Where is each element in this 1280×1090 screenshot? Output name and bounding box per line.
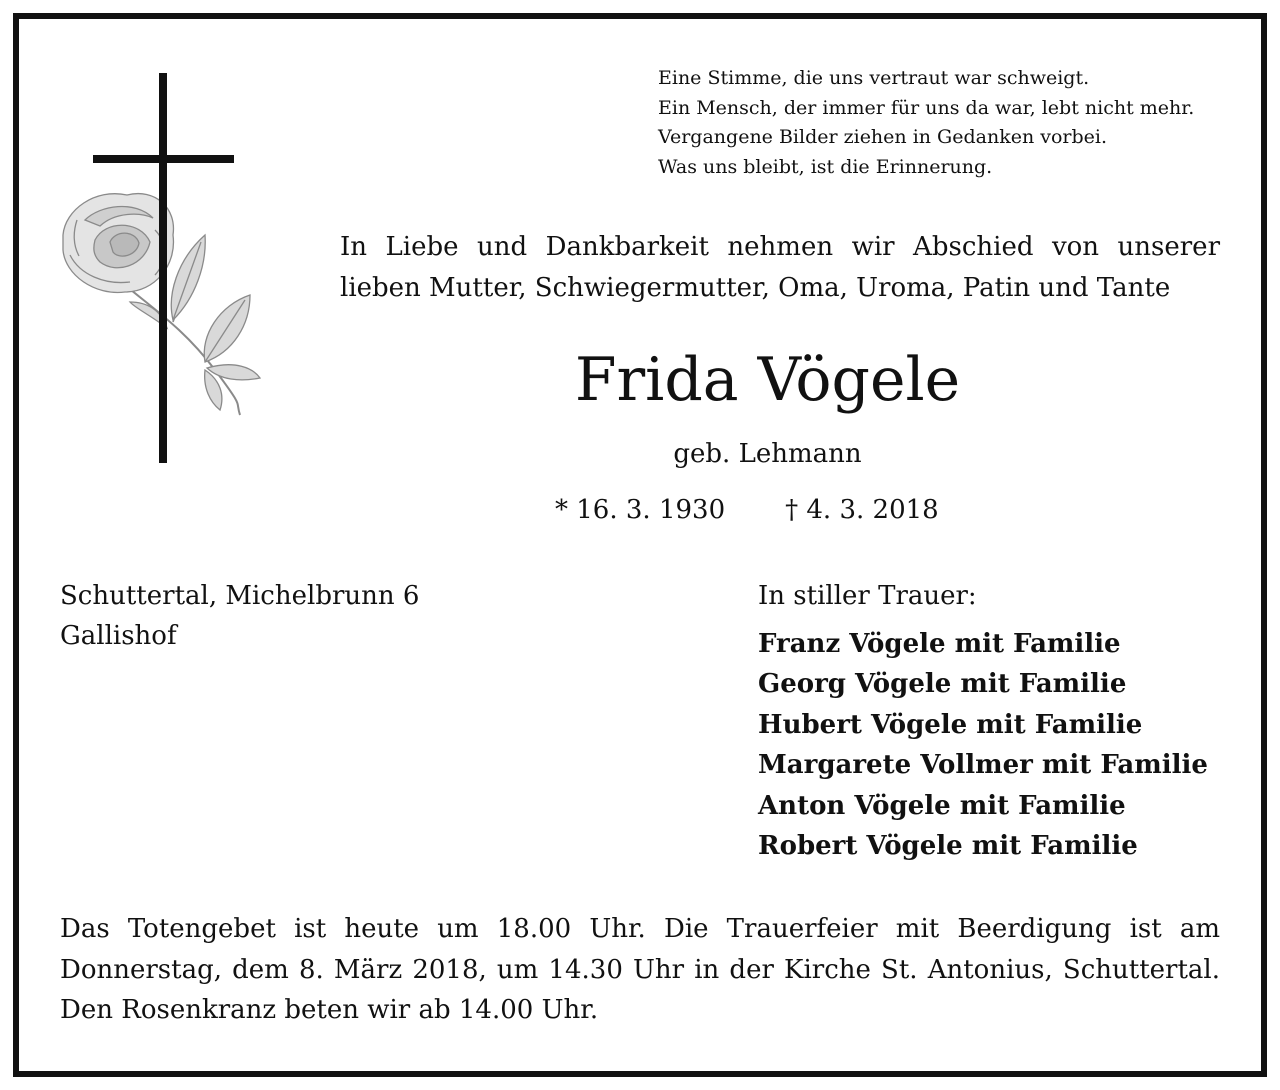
poem-line: Ein Mensch, der immer für uns da war, lebt nicht mehr. — [658, 96, 1195, 119]
death-date: † 4. 3. 2018 — [785, 495, 939, 525]
farewell-line: In Liebe und Dankbarkeit nehmen wir Abschied von unserer — [340, 232, 1220, 262]
cross-and-rose-emblem — [55, 70, 270, 470]
mourner-family: Hubert Vögele mit Familie — [758, 709, 1143, 740]
poem-line: Was uns bleibt, ist die Erinnerung. — [658, 155, 993, 178]
mourners-list — [758, 576, 1208, 866]
poem-line: Vergangene Bilder ziehen in Gedanken vorbei. — [658, 126, 1108, 148]
life-dates — [555, 492, 939, 528]
address-line: Gallishof — [60, 621, 177, 651]
mourner-family: Anton Vögele mit Familie — [758, 790, 1126, 821]
address-line: Schuttertal, Michelbrunn 6 — [60, 581, 420, 611]
maiden-name: geb. Lehmann — [673, 439, 862, 469]
service-line: Donnerstag, dem 8. März 2018, um 14.30 Uhr in der Kirche St. Antonius, Schuttertal. — [60, 954, 1220, 985]
memorial-poem — [658, 64, 1194, 182]
mourner-family: Margarete Vollmer mit Familie — [758, 750, 1208, 781]
poem-line: Eine Stimme, die uns vertraut war schweigt. — [658, 67, 1090, 89]
service-line: Das Totengebet ist heute um 18.00 Uhr. Die Trauerfeier mit Beerdigung ist am — [60, 914, 1220, 944]
service-information — [60, 909, 1220, 1031]
birth-date: * 16. 3. 1930 — [555, 495, 726, 525]
farewell-line: lieben Mutter, Schwiegermutter, Oma, Uroma, Patin und Tante — [340, 273, 1171, 303]
deceased-name: Frida Vögele — [574, 345, 961, 415]
farewell-text — [340, 227, 1220, 309]
mourning-address — [60, 576, 419, 656]
mourner-family: Robert Vögele mit Familie — [758, 831, 1138, 862]
service-line: Den Rosenkranz beten wir ab 14.00 Uhr. — [60, 995, 599, 1025]
mourners-heading: In stiller Trauer: — [758, 581, 977, 611]
mourner-family: Georg Vögele mit Familie — [758, 669, 1127, 700]
mourner-family: Franz Vögele mit Familie — [758, 629, 1121, 659]
